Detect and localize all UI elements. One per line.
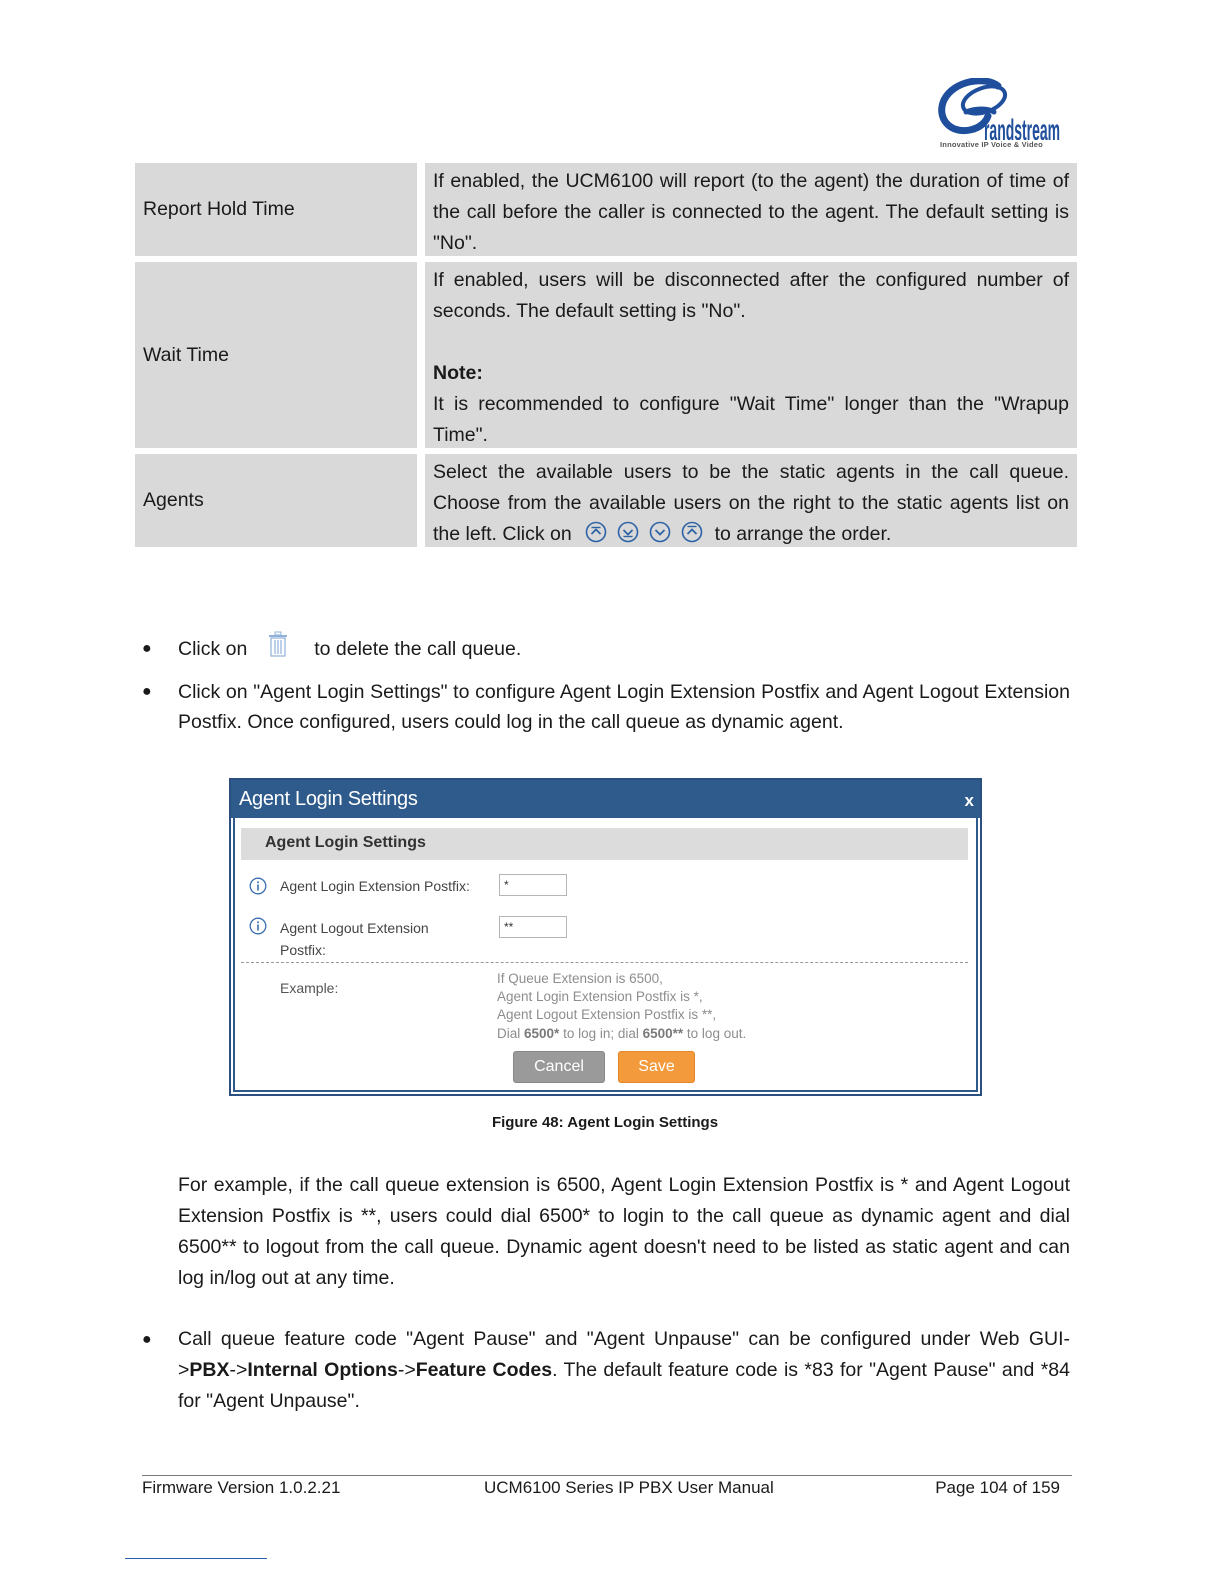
dialog-body: [233, 818, 978, 1092]
logo-mark: [936, 78, 1066, 140]
example-label: Example:: [280, 980, 339, 996]
move-top-icon: [585, 521, 607, 543]
param-name: Wait Time: [135, 262, 417, 448]
divider: [241, 962, 968, 963]
figure-caption: Figure 48: Agent Login Settings: [491, 1114, 719, 1131]
logout-postfix-label: Agent Logout Extension Postfix:: [280, 920, 429, 958]
footer-page-number: Page 104 of 159: [935, 1478, 1060, 1497]
param-name: Report Hold Time: [135, 163, 417, 256]
grandstream-logo: [936, 78, 1066, 152]
param-description-after: to arrange the order.: [714, 523, 892, 545]
move-up-icon: [617, 521, 639, 543]
footer-divider: [142, 1475, 1072, 1476]
example-text: If Queue Extension is 6500, Agent Login Extension Postfix is *, Agent Logout Extension Postfix is **, Dial 6500* to log in; dial 6500** to log out.: [497, 971, 747, 1041]
bullet-text: Click on: [178, 638, 248, 660]
param-description-text: Select the available users to be the static agents in the call queue. Choose from the available users on the right to the static agents list on the left. Click on: [433, 461, 1069, 545]
logout-postfix-input[interactable]: [499, 916, 567, 938]
info-icon[interactable]: [249, 917, 267, 935]
bullet-text: to delete the call queue.: [314, 638, 522, 660]
trash-icon: [267, 631, 289, 657]
section-title: Agent Login Settings: [265, 834, 426, 851]
logo-tagline: Innovative IP Voice & Video: [940, 140, 1043, 149]
logo-wordmark: randstream: [984, 114, 1060, 140]
save-button[interactable]: Save: [618, 1051, 695, 1083]
move-bottom-icon: [681, 521, 703, 543]
bullet-text: Call queue feature code "Agent Pause" and "Agent Unpause" can be configured under Web GUI->PBX->Internal Options->Feature Codes. The default feature code is *83 for "Agent Pause" and *84 for "Agent Unpause".: [178, 1328, 1070, 1412]
param-name: Agents: [135, 454, 417, 547]
bullet-agent-login: ● Click on "Agent Login Settings" to configure Agent Login Extension Postfix and Agent Logout Extension Postfix. Once configured, users could log in the call queue as dynamic agent.: [142, 677, 1070, 737]
footer-firmware: Firmware Version 1.0.2.21: [142, 1478, 341, 1497]
param-description: [425, 163, 1077, 256]
param-description: [425, 454, 1077, 547]
param-description-text: If enabled, the UCM6100 will report (to the agent) the duration of time of the call before the caller is connected to the agent. The default setting is "No".: [433, 170, 1069, 254]
bullet-feature-code: ● Call queue feature code "Agent Pause" and "Agent Unpause" can be configured under Web GUI->PBX->Internal Options->Feature Codes. The default feature code is *83 for "Agent Pause" and *84 for "Agent Unpause".: [142, 1324, 1070, 1417]
move-down-icon: [649, 521, 671, 543]
bottom-rule: [125, 1558, 267, 1559]
footer-title: UCM6100 Series IP PBX User Manual: [484, 1478, 774, 1497]
paragraph-text: For example, if the call queue extension is 6500, Agent Login Extension Postfix is * and Agent Logout Extension Postfix is **, users could dial 6500* to login to the call queue as dynamic agent and dial 6500** to logout from the call queue. Dynamic agent doesn't need to be listed as static agent and can log in/log out at any time.: [178, 1174, 1070, 1289]
dialog-titlebar: [231, 780, 980, 818]
section-header: [241, 828, 968, 860]
dialog-title: Agent Login Settings: [239, 788, 418, 810]
example-paragraph: [178, 1170, 1070, 1294]
param-description-text: If enabled, users will be disconnected after the configured number of seconds. The default setting is "No".: [433, 269, 1069, 322]
agent-login-settings-dialog: [229, 778, 982, 1096]
param-description: [425, 262, 1077, 448]
order-icons: [585, 521, 703, 543]
login-postfix-label: Agent Login Extension Postfix:: [280, 878, 470, 894]
info-icon[interactable]: [249, 877, 267, 895]
table-row: [135, 262, 1077, 448]
table-row: [135, 454, 1077, 547]
cancel-button[interactable]: Cancel: [513, 1051, 605, 1083]
table-row: [135, 163, 1077, 256]
close-button[interactable]: x: [964, 791, 974, 810]
bullet-delete-queue: ● Click on to delete the call queue.: [142, 634, 1070, 664]
bullet-text: Click on "Agent Login Settings" to configure Agent Login Extension Postfix and Agent Logout Extension Postfix. Once configured, users could log in the call queue as dynamic agent.: [178, 681, 1070, 733]
note-text: It is recommended to configure "Wait Time" longer than the "Wrapup Time".: [433, 393, 1069, 446]
note-title: Note:: [433, 362, 483, 384]
parameter-table: [135, 163, 1077, 553]
login-postfix-input[interactable]: [499, 874, 567, 896]
